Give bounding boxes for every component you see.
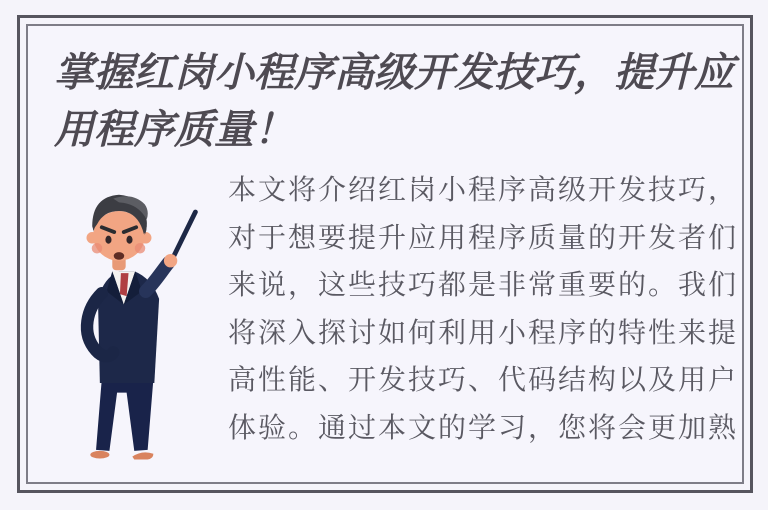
card-content [30,28,740,480]
article-body-line-2: 对于想要提升应用程序质量的开发者们 [228,221,739,253]
article-title [54,44,734,158]
presenter-head [86,195,151,270]
presenter-hand [164,254,177,267]
presenter-figure-svg [54,168,226,470]
presenter-mouth [114,252,125,260]
article-body-line-1: 本文将介绍红岗小程序高级开发技巧， [228,174,739,205]
presenter-illustration [54,168,226,470]
article-body-line-3: 来说，这些技巧都是非常重要的。我们 [228,269,739,300]
presenter-torso [87,254,177,383]
article-title-line-1: 掌握红岗小程序高级开发技巧，提升应 [54,49,734,96]
article-main [54,166,739,470]
article-body [228,166,740,451]
outer-frame-border [17,15,753,493]
article-title-line-2: 用程序质量！ [54,106,294,153]
presenter-legs [90,379,153,459]
inner-frame-border [26,24,744,484]
article-body-line-4: 将深入探讨如何利用小程序的特性来提 [228,316,739,348]
article-body-line-6: 体验。通过本文的学习，您将会更加熟 [228,411,739,443]
pointer-stick-icon [171,212,196,263]
article-body-line-5: 高性能、开发技巧、代码结构以及用户 [228,364,739,395]
